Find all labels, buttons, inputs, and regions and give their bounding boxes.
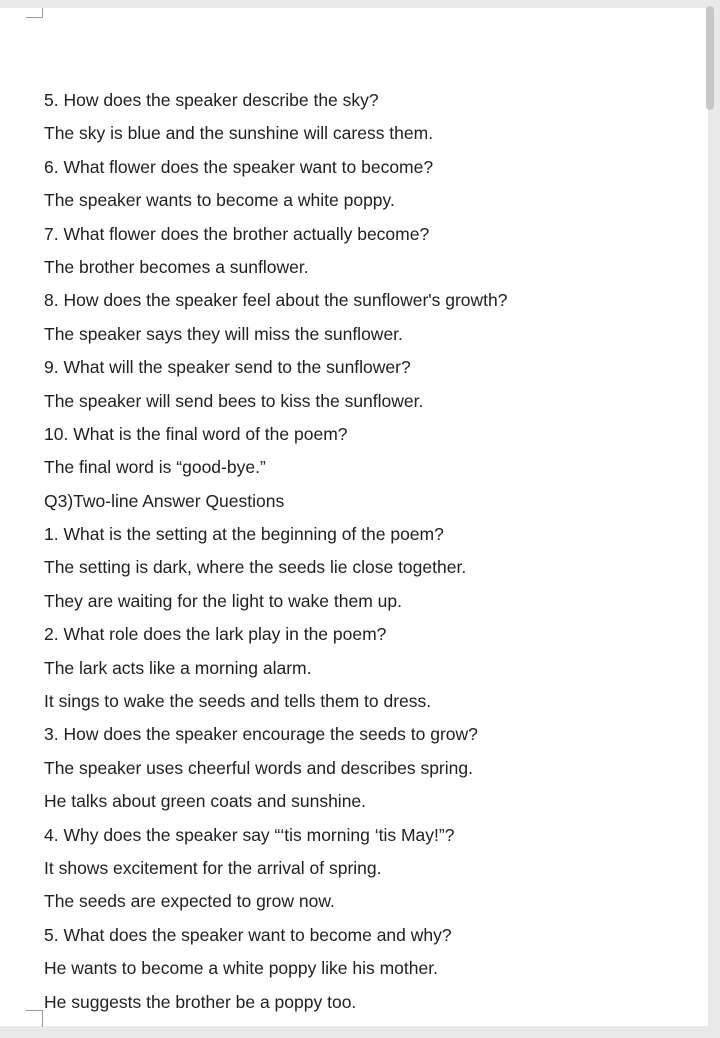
- document-body[interactable]: [44, 84, 684, 1019]
- question-line: 8. How does the speaker feel about the sunflower's growth?: [44, 290, 508, 311]
- answer-line: The speaker says they will miss the sunflower.: [44, 323, 403, 344]
- answer-line: The lark acts like a morning alarm.: [44, 657, 312, 678]
- question-line: 1. What is the setting at the beginning of the poem?: [44, 524, 444, 545]
- question-line: 6. What flower does the speaker want to become?: [44, 156, 434, 177]
- page-corner-marker-bottom: [26, 1010, 43, 1027]
- answer-line: It sings to wake the seeds and tells them to dress.: [44, 691, 432, 712]
- answer-line: The brother becomes a sunflower.: [44, 256, 309, 277]
- answer-line: The speaker uses cheerful words and describes spring.: [44, 757, 473, 778]
- question-line: 7. What flower does the brother actually become?: [44, 223, 430, 244]
- answer-line: The seeds are expected to grow now.: [44, 891, 335, 912]
- answer-line: He talks about green coats and sunshine.: [44, 791, 367, 812]
- page-corner-marker-top: [26, 8, 43, 18]
- question-line: 2. What role does the lark play in the poem?: [44, 624, 387, 645]
- question-line: 4. Why does the speaker say “‘tis morning ‘tis May!”?: [44, 824, 455, 845]
- section-heading: Q3)Two-line Answer Questions: [44, 490, 285, 511]
- question-line: 5. What does the speaker want to become and why?: [44, 924, 452, 945]
- question-line: 3. How does the speaker encourage the seeds to grow?: [44, 724, 478, 745]
- answer-line: He wants to become a white poppy like his mother.: [44, 958, 438, 979]
- answer-line: He suggests the brother be a poppy too.: [44, 991, 357, 1012]
- answer-line: The setting is dark, where the seeds lie close together.: [44, 557, 467, 578]
- document-page: [0, 8, 708, 1026]
- answer-line: The final word is “good-bye.”: [44, 457, 266, 478]
- answer-line: The sky is blue and the sunshine will caress them.: [44, 123, 434, 144]
- answer-line: The speaker will send bees to kiss the sunflower.: [44, 390, 424, 411]
- question-line: 10. What is the final word of the poem?: [44, 423, 348, 444]
- question-line: 9. What will the speaker send to the sunflower?: [44, 357, 411, 378]
- answer-line: It shows excitement for the arrival of spring.: [44, 857, 382, 878]
- question-line: 5. How does the speaker describe the sky?: [44, 90, 379, 110]
- answer-line: The speaker wants to become a white poppy.: [44, 190, 395, 211]
- answer-line: They are waiting for the light to wake them up.: [44, 590, 402, 611]
- vertical-scrollbar[interactable]: [706, 6, 714, 110]
